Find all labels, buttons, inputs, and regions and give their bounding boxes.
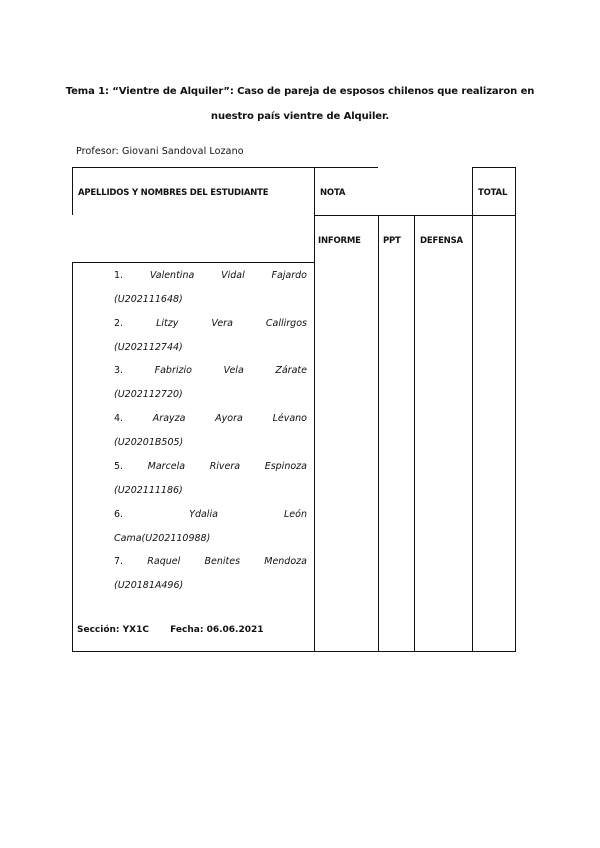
student-code: (U20181A496) (114, 580, 184, 592)
student-code: (U202112744) (114, 341, 183, 353)
student-entry (114, 461, 307, 497)
student-name-word: Callirgos (265, 317, 307, 329)
student-name-word: Ayora (215, 413, 243, 425)
student-name-word: Benites (204, 556, 241, 568)
table-border (314, 215, 516, 216)
student-name-word: Lévano (272, 413, 307, 425)
student-name-word: Vera (211, 317, 233, 329)
student-name-line (114, 318, 307, 330)
table-border (72, 651, 516, 652)
header-nota: NOTA (320, 188, 346, 198)
document-title-line-1: Tema 1: “Vientre de Alquiler”: Caso de pareja de esposos chilenos que realizaron en (65, 86, 535, 97)
student-name-word: Vela (223, 365, 244, 377)
student-name-line (114, 270, 307, 282)
student-name-line (114, 413, 307, 425)
header-defensa: DEFENSA (420, 236, 463, 246)
header-total: TOTAL (478, 188, 508, 198)
student-code: (U20201B505) (114, 437, 184, 449)
table-border (378, 215, 379, 652)
student-name-word: Vidal (221, 270, 245, 281)
document-title-line-2: nuestro país vientre de Alquiler. (210, 111, 390, 122)
student-name-word: Mendoza (264, 556, 307, 568)
student-code: (U202111648) (114, 294, 183, 305)
table-border (72, 262, 73, 652)
student-number: 1. (114, 270, 124, 281)
student-entry (114, 318, 307, 354)
student-name-word: Espinoza (264, 460, 307, 472)
table-footer (77, 625, 264, 635)
student-name-line (114, 365, 307, 377)
date-label: Fecha: 06.06.2021 (170, 625, 264, 635)
professor-name: Profesor: Giovani Sandoval Lozano (76, 146, 244, 157)
student-entry (114, 365, 307, 401)
student-name-word: Rivera (209, 460, 241, 472)
header-informe: INFORME (318, 236, 361, 246)
student-name-word: Raquel (147, 556, 181, 568)
student-entry (114, 413, 307, 449)
student-code: Cama(U202110988) (114, 532, 211, 544)
table-border (314, 167, 315, 652)
student-code: (U202111186) (114, 484, 183, 496)
student-number: 4. (114, 413, 124, 425)
student-name-word: Marcela (147, 460, 186, 472)
header-students: APELLIDOS Y NOMBRES DEL ESTUDIANTE (78, 188, 269, 198)
table-border (472, 167, 516, 168)
student-number: 2. (114, 317, 124, 329)
student-number: 5. (114, 460, 124, 472)
student-entry (114, 509, 307, 545)
student-number: 7. (114, 556, 124, 568)
table-border (414, 215, 415, 652)
student-name-line (114, 461, 307, 473)
section-label: Sección: YX1C (77, 625, 149, 635)
student-number: 3. (114, 365, 124, 377)
table-border (72, 262, 314, 263)
student-name-word: León (284, 508, 307, 520)
table-border (515, 167, 516, 652)
student-name-word: Ydalia (189, 508, 218, 520)
student-number: 6. (114, 508, 124, 520)
student-name-word: Arayza (152, 413, 186, 425)
student-name-word: Zárate (275, 365, 307, 377)
table-border (472, 167, 473, 652)
student-name-word: Litzy (156, 317, 179, 329)
header-ppt: PPT (383, 236, 401, 246)
table-border (72, 167, 73, 215)
student-name-word: Fajardo (271, 270, 307, 281)
student-code: (U202112720) (114, 389, 183, 401)
student-name-line (114, 509, 307, 521)
student-name-word: Valentina (149, 270, 195, 281)
student-name-word: Fabrizio (154, 365, 192, 377)
student-entry (114, 270, 307, 306)
student-entry (114, 556, 307, 592)
table-border (72, 167, 378, 168)
student-name-line (114, 556, 307, 568)
